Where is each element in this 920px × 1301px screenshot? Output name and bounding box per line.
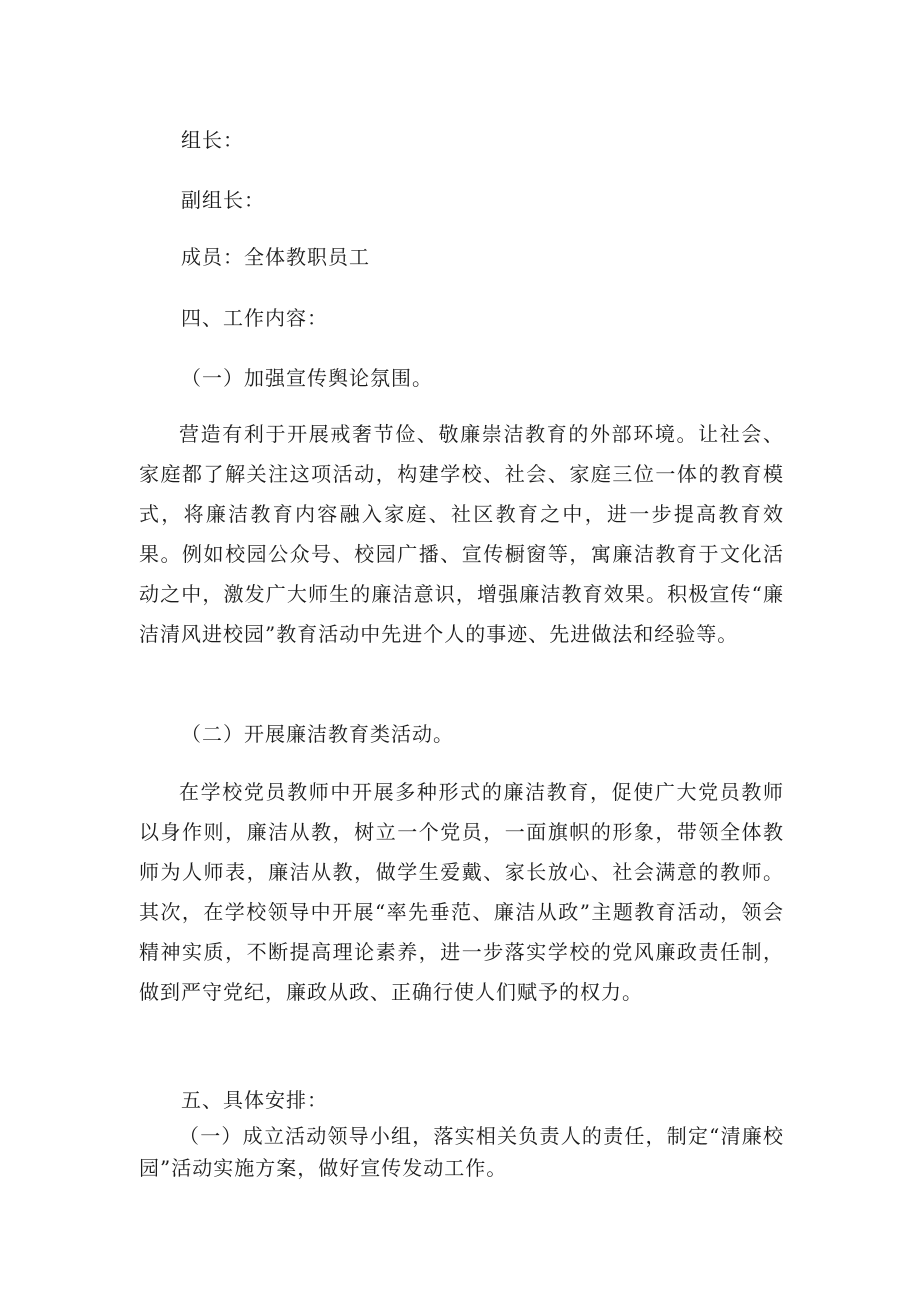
members-line: 成员：全体教职员工 [181,245,370,269]
subsection-2-body: 在学校党员教师中开展多种形式的廉洁教育，促使广大党员教师以身作则，廉洁从教，树立一个党员，一面旗帜的形象，带领全体教师为人师表，廉洁从教，做学生爱戴、家长放心、社会满意的教师。其次，在学校领导中开展“率先垂范、廉洁从政”主题教育活动，领会精神实质，不断提高理论素养，进一步落实学校的党风廉政责任制，做到严守党纪，廉政从政、正确行使人们赋予的权力。 [139,780,784,1004]
section-5-heading: 五、具体安排： [181,1088,328,1112]
subsection-1-body: 营造有利于开展戒奢节俭、敬廉崇洁教育的外部环境。让社会、家庭都了解关注这项活动，构建学校、社会、家庭三位一体的教育模式，将廉洁教育内容融入家庭、社区教育之中，进一步提高教育效果。例如校园公众号、校园广播、宣传橱窗等，寓廉洁教育于文化活动之中，激发广大师生的廉洁意识，增强廉洁教育效果。积极宣传“廉洁清风进校园”教育活动中先进个人的事迹、先进做法和经验等。 [139,422,784,646]
subsection-1-heading: （一）加强宣传舆论氛围。 [181,366,433,390]
subsection-2-heading: （二）开展廉洁教育类活动。 [181,722,454,746]
section-5-item-1: （一）成立活动领导小组，落实相关负责人的责任，制定“清廉校园”活动实施方案，做好宣传发动工作。 [139,1124,784,1180]
deputy-leader-line: 副组长： [181,188,265,212]
section-4-heading: 四、工作内容： [181,306,328,330]
leader-line: 组长： [181,128,244,152]
